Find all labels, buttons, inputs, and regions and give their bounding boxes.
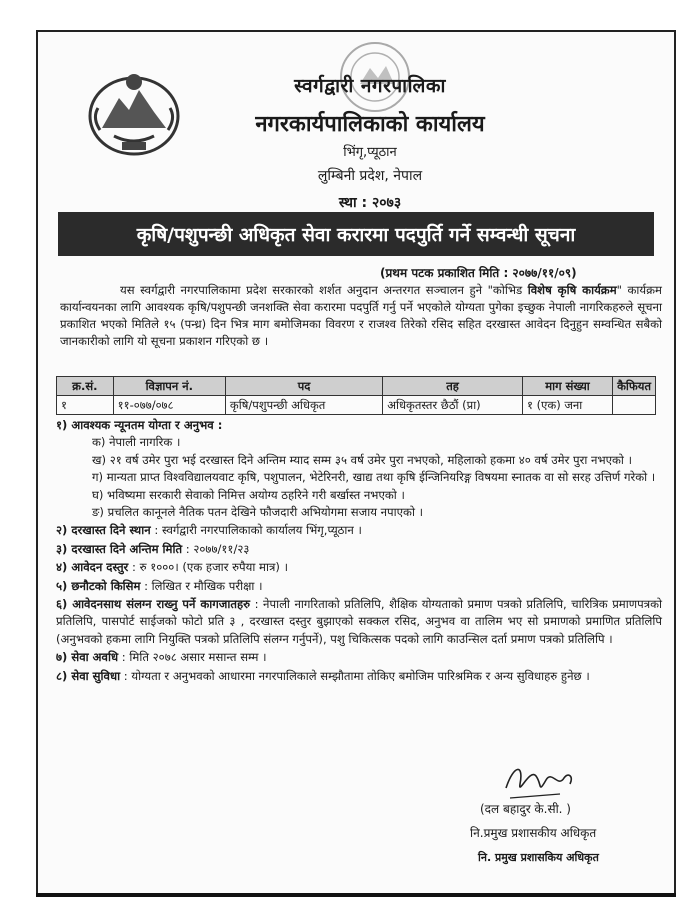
point-item xyxy=(56,578,662,595)
qualification-item: घ) भविष्यमा सरकारी सेवाको निमित्त अयोग्य ठहरिने गरी बर्खास्त नभएको । xyxy=(92,487,405,502)
nepal-emblem-icon xyxy=(84,68,184,158)
intro-paragraph xyxy=(60,282,662,350)
intro-part-1: यस स्वर्गद्वारी नगरपालिकामा प्रदेश सरकारको शर्शत अनुदान अन्तरगत सञ्चालन हुने "कोभिड xyxy=(120,283,528,297)
office-name: नगरकार्यपालिकाको कार्यालय xyxy=(255,112,485,137)
table-header-row xyxy=(57,377,656,396)
signer-title: नि.प्रमुख प्रशासकीय अधिकृत xyxy=(470,826,597,840)
notice-body xyxy=(56,416,662,685)
table-cell: कृषि/पशुपन्छी अधिकृत xyxy=(225,396,382,415)
point-item xyxy=(56,522,662,539)
intro-bold-program: विशेष कृषि कार्यक्रम xyxy=(527,283,617,297)
point-item xyxy=(56,649,662,666)
point-label: २) दरखास्त दिने स्थान xyxy=(56,523,151,538)
point-item xyxy=(56,559,662,576)
point-text: : रु १०००। (एक हजार रुपैया मात्र) । xyxy=(128,560,288,575)
column-header: कैफियत xyxy=(613,377,656,396)
table-cell: १ (एक) जना xyxy=(522,396,612,415)
intro-part-2: " कार्यक्रम कार्यान्वयनका लागि आवश्यक कृषि/पशुपन्छी जनशक्ति सेवा करारमा पदपुर्ति गर्नु पर्ने भएकोले योग्यता पुगेका इच्छुक नेपाली नागरिकहरुले सूचना प्रकाशित भएको मितिले १५ (पन्ध्र) दिन भित्र माग बमोजिमका विवरण र राजश्व तिरेको रसिद सहित दरखास्त आवेदन दिनुहुन सम्वन्धित सबैको जानकारीको लागि यो सूचना प्रकाशन गरिएको छ । xyxy=(60,283,662,348)
bottom-border xyxy=(36,893,676,897)
qualification-item: ख) २१ वर्ष उमेर पुरा भई दरखास्त दिने अन्तिम म्याद सम्म ३५ वर्ष उमेर पुरा नभएको, महिलाको हकमा ४० वर्ष उमेर पुरा नभएको । xyxy=(92,452,633,467)
column-header: विज्ञापन नं. xyxy=(113,377,225,396)
table-cell: ११-०७७/०७८ xyxy=(113,396,225,415)
notice-title: कृषि/पशुपन्छी अधिकृत सेवा करारमा पदपुर्ति गर्ने सम्वन्धी सूचना xyxy=(58,212,654,256)
table-row xyxy=(57,396,656,415)
point-label: ७) सेवा अवधि xyxy=(56,650,119,665)
point-label: ६) आवेदनसाथ संलग्न राख्नु पर्ने कागजातहरु xyxy=(56,597,251,612)
table-cell: १ xyxy=(57,396,114,415)
qualification-item: ग) मान्यता प्राप्त विश्वविद्यालयवाट कृषि, पशुपालन, भेटेरिनरी, खाद्य तथा कृषि ईन्जिनियरिङ्ग विषयमा स्नातक वा सो सरह उत्तिर्ण गरेको । xyxy=(92,470,656,485)
address-line-1: भिंगृ,प्यूठान xyxy=(343,145,397,160)
section-1-title xyxy=(56,417,662,434)
column-header: क्र.सं. xyxy=(57,377,114,396)
point-label: ४) आवेदन दस्तुर xyxy=(56,560,129,575)
qualification-item: क) नेपाली नागरिक । xyxy=(92,435,181,450)
established-year: स्था : २०७३ xyxy=(338,195,402,211)
point-item xyxy=(56,596,662,648)
point-item xyxy=(56,541,662,558)
publication-date: (प्रथम पटक प्रकाशित मिति : २०७७/११/०९) xyxy=(380,266,577,280)
point-text: : नेपाली नागरिताको प्रतिलिपि, शैक्षिक योग्यताको प्रमाण पत्रको प्रतिलिपि, चारित्रिक प्रमाणपत्रको प्रतिलिपि, पासपोर्ट साईजको फोटो प्रति ३ , दरखास्त दस्तुर बुझाएको सक्कल रसिद, अनुभव वा तालिम भए सो प्रमाणको प्रमाणित प्रतिलिपि (अनुभवको हकमा लागि नियुक्ति पत्रको प्रतिलिपि संलग्न गर्नुपर्ने), पशु चिकित्सक पदको लागि काउन्सिल दर्ता प्रमाण पत्रको प्रतिलिपि । xyxy=(56,597,663,646)
column-header: माग संख्या xyxy=(522,377,612,396)
table-cell: अधिकृतस्तर छैठौं (प्रा) xyxy=(383,396,523,415)
point-label: ८) सेवा सुविधा xyxy=(56,668,121,683)
point-text: : लिखित र मौखिक परीक्षा । xyxy=(140,578,263,593)
vacancy-table xyxy=(56,376,656,415)
address-line-2: लुम्बिनी प्रदेश, नेपाल xyxy=(317,168,423,184)
point-text: : मिति २०७८ असार मसान्त सम्म । xyxy=(118,650,267,665)
municipality-name: स्वर्गद्वारी नगरपालिका xyxy=(294,75,446,97)
qualification-item: ङ) प्रचलित कानूनले नैतिक पतन देखिने फौजदारी अभियोगमा सजाय नपाएको । xyxy=(92,505,424,520)
point-item xyxy=(56,668,662,685)
seal-text: नि. प्रमुख प्रशासकिय अधिकृत xyxy=(478,851,599,864)
column-header: पद xyxy=(225,377,382,396)
point-text: : योग्यता र अनुभवको आधारमा नगरपालिकाले सम्झौतामा तोकिए बमोजिम पारिश्रमिक र अन्य सुविधाहरु हुनेछ । xyxy=(120,668,590,683)
point-text: : २०७७/११/२३ xyxy=(182,541,250,556)
signature-icon xyxy=(500,758,580,806)
point-label: ५) छनौटको किसिम xyxy=(56,578,141,593)
section-1-heading: १) आवश्यक न्यूनतम योग्ता र अनुभव : xyxy=(56,418,223,432)
table-cell xyxy=(613,396,656,415)
point-label: ३) दरखास्त दिने अन्तिम मिति xyxy=(56,541,183,556)
point-text: : स्वर्गद्वारी नगरपालिकाको कार्यालय भिंगृ,प्यूठान । xyxy=(150,523,362,538)
signer-name: (दल बहादुर के.सी. ) xyxy=(480,802,571,816)
column-header: तह xyxy=(383,377,523,396)
